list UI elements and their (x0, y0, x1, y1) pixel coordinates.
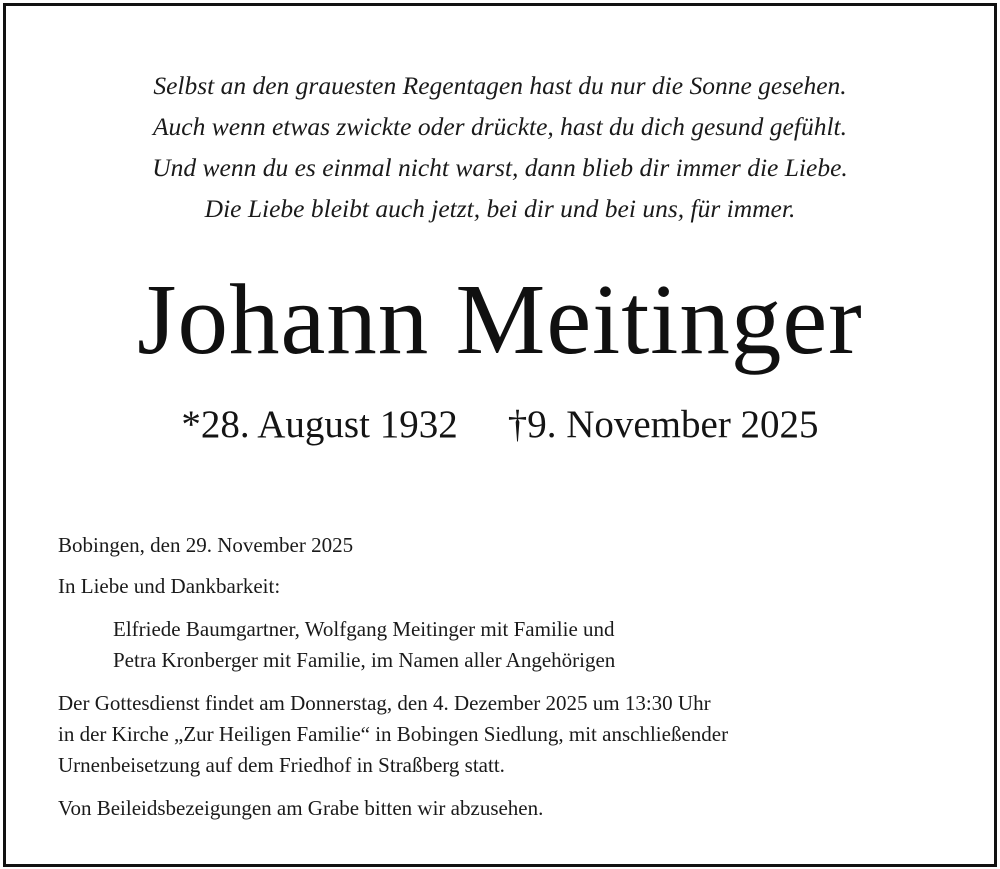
mourners-line: Elfriede Baumgartner, Wolfgang Meitinger mit Familie und (113, 617, 615, 641)
service-line: Der Gottesdienst findet am Donnerstag, den 4. Dezember 2025 um 13:30 Uhr (58, 691, 711, 715)
poem-line: Die Liebe bleibt auch jetzt, bei dir und bei uns, für immer. (204, 194, 796, 223)
deceased-name: Johann Meitinger (137, 263, 863, 375)
mourners-list (113, 614, 615, 676)
condolence-note: Von Beileidsbezeigungen am Grabe bitten wir abzusehen. (58, 796, 544, 820)
birth-date: 28. August 1932 (200, 403, 458, 446)
thanks-line: In Liebe und Dankbarkeit: (58, 574, 281, 598)
notice-frame (3, 3, 997, 867)
death-cross-icon: † (507, 403, 528, 446)
service-line: Urnenbeisetzung auf dem Friedhof in Straßberg statt. (58, 753, 505, 777)
memorial-poem (6, 65, 994, 229)
death-date: 9. November 2025 (527, 403, 819, 446)
service-line: in der Kirche „Zur Heiligen Familie“ in Bobingen Siedlung, mit anschließender (58, 722, 729, 746)
service-info (58, 688, 728, 781)
life-dates (6, 400, 994, 450)
place-and-date: Bobingen, den 29. November 2025 (58, 533, 354, 557)
poem-line: Auch wenn etwas zwickte oder drückte, hast du dich gesund gefühlt. (152, 112, 848, 141)
poem-line: Selbst an den grauesten Regentagen hast du nur die Sonne gesehen. (153, 71, 847, 100)
poem-line: Und wenn du es einmal nicht warst, dann blieb dir immer die Liebe. (152, 153, 848, 182)
birth-symbol: * (181, 403, 201, 446)
mourners-line: Petra Kronberger mit Familie, im Namen aller Angehörigen (113, 648, 616, 672)
